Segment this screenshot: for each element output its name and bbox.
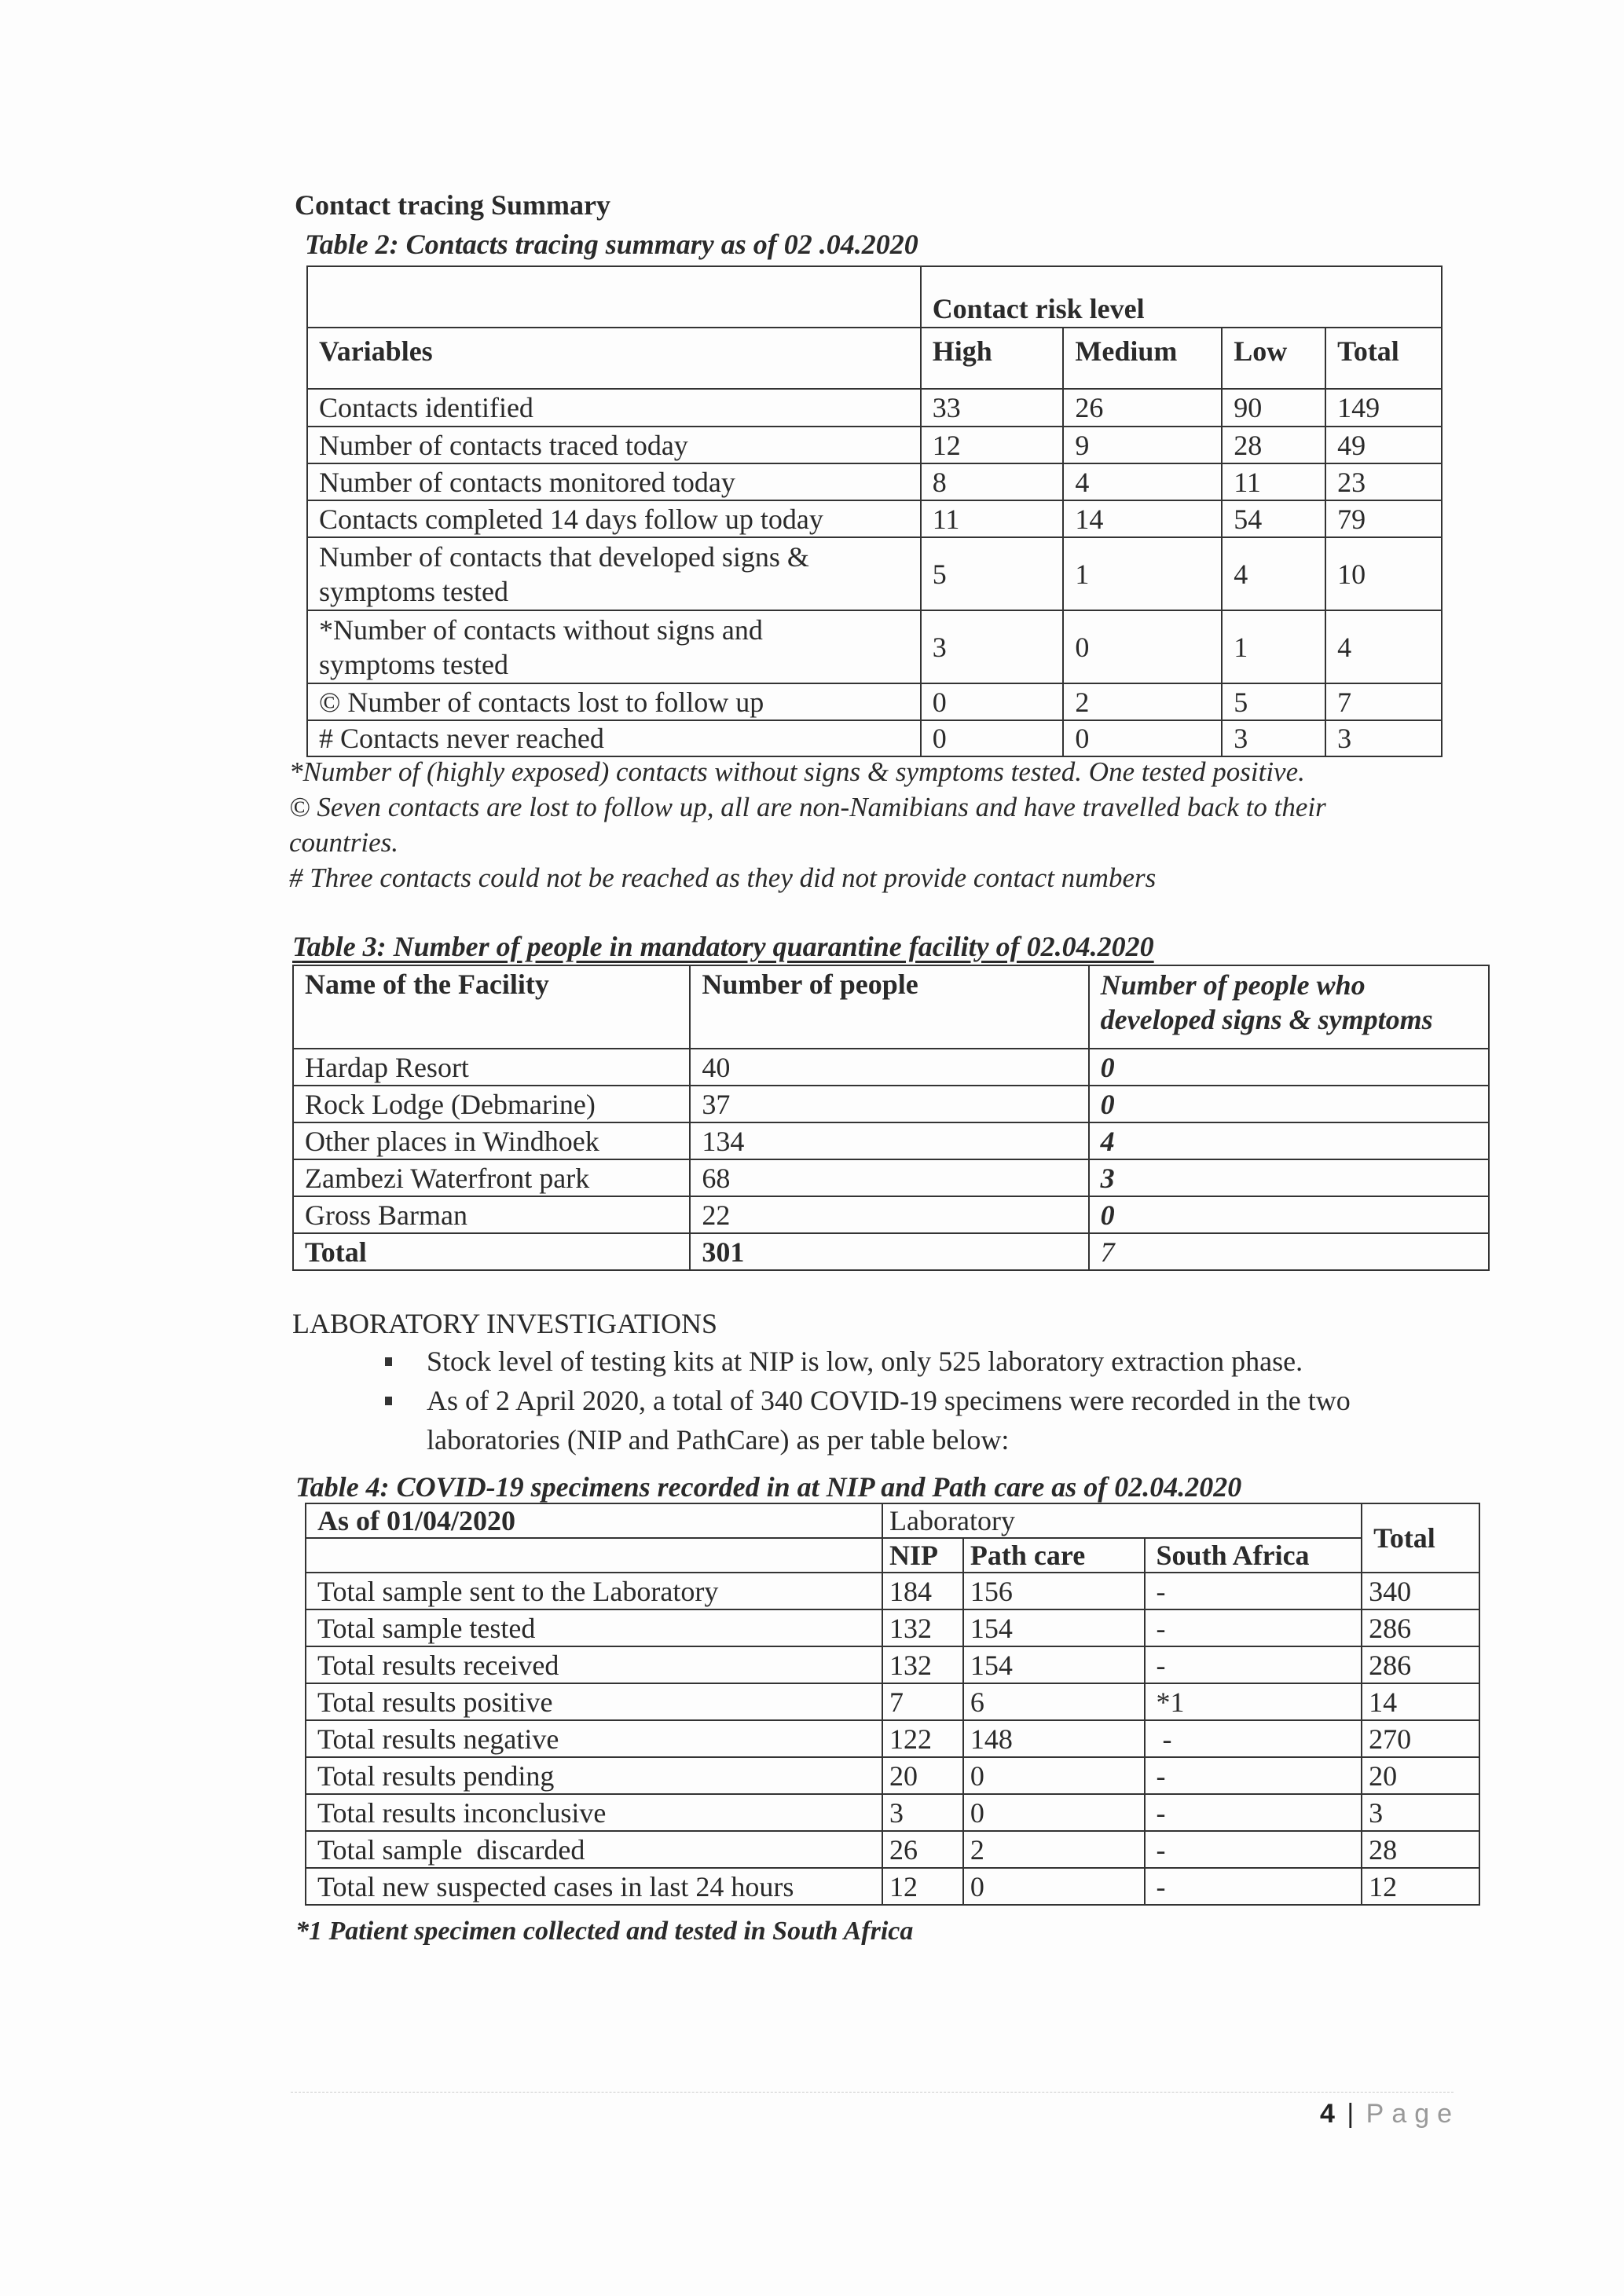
row-label: Total results negative [306, 1720, 882, 1757]
cell-pathcare: 148 [963, 1720, 1145, 1757]
cell-high: 12 [921, 427, 1064, 463]
table2-col-medium: Medium [1063, 328, 1222, 389]
cell-low: 1 [1222, 610, 1325, 683]
row-label: Total sample tested [306, 1609, 882, 1646]
table-row [306, 1757, 1479, 1794]
bullet-icon [385, 1397, 392, 1405]
cell-total: 149 [1325, 389, 1442, 427]
lab-bullet-list [369, 1342, 1485, 1459]
row-label: Number of contacts that developed signs & symptoms tested [307, 537, 921, 610]
section-heading-laboratory: LABORATORY INVESTIGATIONS [292, 1308, 718, 1339]
table4-empty-header [306, 1538, 882, 1573]
total-symptoms: 7 [1089, 1233, 1489, 1270]
cell-nip: 26 [882, 1831, 963, 1868]
cell-nip: 20 [882, 1757, 963, 1794]
table-row [307, 537, 1442, 610]
footnote-copyright: © Seven contacts are lost to follow up, all are non-Namibians and have travelled back to their countries. [289, 792, 1326, 858]
cell-nip: 132 [882, 1609, 963, 1646]
symptoms-count: 4 [1089, 1122, 1489, 1159]
symptoms-count: 0 [1089, 1196, 1489, 1233]
table2-row-header: Variables [307, 328, 921, 389]
table-row [307, 683, 1442, 720]
cell-south-africa: *1 [1145, 1683, 1362, 1720]
people-count: 134 [690, 1122, 1088, 1159]
table4-col-total: Total [1362, 1503, 1479, 1573]
cell-low: 54 [1222, 500, 1325, 537]
row-label: © Number of contacts lost to follow up [307, 683, 921, 720]
table4-corner-date: As of 01/04/2020 [306, 1503, 882, 1538]
people-count: 37 [690, 1086, 1088, 1122]
cell-total: 23 [1325, 463, 1442, 500]
cell-south-africa: - [1145, 1573, 1362, 1609]
cell-total: 79 [1325, 500, 1442, 537]
cell-medium: 2 [1063, 683, 1222, 720]
table-row [306, 1609, 1479, 1646]
symptoms-count: 3 [1089, 1159, 1489, 1196]
people-count: 40 [690, 1049, 1088, 1086]
facility-name: Zambezi Waterfront park [293, 1159, 690, 1196]
cell-south-africa: - [1145, 1609, 1362, 1646]
cell-nip: 122 [882, 1720, 963, 1757]
cell-low: 3 [1222, 720, 1325, 756]
cell-high: 33 [921, 389, 1064, 427]
table3-col-people: Number of people [690, 965, 1088, 1049]
symptoms-count: 0 [1089, 1049, 1489, 1086]
table-total-row [293, 1233, 1489, 1270]
page-footer [1320, 2099, 1460, 2129]
list-item [369, 1381, 1485, 1459]
table3-col-symptoms: Number of people who developed signs & symptoms [1089, 965, 1489, 1049]
specimens-table [305, 1503, 1480, 1906]
table3-caption: Table 3: Number of people in mandatory quarantine facility of 02.04.2020 [292, 931, 1154, 962]
table2-col-high: High [921, 328, 1064, 389]
cell-low: 28 [1222, 427, 1325, 463]
section-heading-contact-tracing: Contact tracing Summary [295, 189, 610, 221]
cell-high: 0 [921, 720, 1064, 756]
cell-high: 3 [921, 610, 1064, 683]
cell-south-africa: - [1145, 1831, 1362, 1868]
page-separator: | [1347, 2099, 1355, 2129]
table2-group-header: Contact risk level [921, 266, 1442, 328]
row-label: # Contacts never reached [307, 720, 921, 756]
cell-low: 4 [1222, 537, 1325, 610]
cell-total: 3 [1362, 1794, 1479, 1831]
cell-south-africa: - [1145, 1757, 1362, 1794]
cell-pathcare: 154 [963, 1609, 1145, 1646]
bullet-icon [385, 1357, 392, 1366]
cell-south-africa: - [1145, 1720, 1362, 1757]
table-row [307, 463, 1442, 500]
table-row [307, 389, 1442, 427]
cell-pathcare: 2 [963, 1831, 1145, 1868]
table4-col-nip: NIP [882, 1538, 963, 1573]
facility-name: Rock Lodge (Debmarine) [293, 1086, 690, 1122]
table4-caption: Table 4: COVID-19 specimens recorded in at NIP and Path care as of 02.04.2020 [295, 1471, 1242, 1503]
page-number: 4 [1320, 2099, 1335, 2129]
row-label: Contacts completed 14 days follow up today [307, 500, 921, 537]
cell-total: 28 [1362, 1831, 1479, 1868]
facility-name: Gross Barman [293, 1196, 690, 1233]
footnote-asterisk: *Number of (highly exposed) contacts without signs & symptoms tested. One tested positive. [289, 756, 1305, 787]
cell-total: 10 [1325, 537, 1442, 610]
row-label: Total results pending [306, 1757, 882, 1794]
table-row [307, 500, 1442, 537]
total-label: Total [293, 1233, 690, 1270]
table3-col-facility: Name of the Facility [293, 965, 690, 1049]
table-row [293, 1196, 1489, 1233]
table-row [293, 1122, 1489, 1159]
cell-nip: 7 [882, 1683, 963, 1720]
people-count: 68 [690, 1159, 1088, 1196]
table-row [293, 1159, 1489, 1196]
cell-high: 5 [921, 537, 1064, 610]
cell-total: 49 [1325, 427, 1442, 463]
table-row [307, 720, 1442, 756]
people-count: 22 [690, 1196, 1088, 1233]
table-row [307, 610, 1442, 683]
cell-total: 20 [1362, 1757, 1479, 1794]
table-row [306, 1831, 1479, 1868]
table-row [306, 1794, 1479, 1831]
total-people: 301 [690, 1233, 1088, 1270]
contact-tracing-table [306, 265, 1443, 757]
facility-name: Hardap Resort [293, 1049, 690, 1086]
cell-high: 0 [921, 683, 1064, 720]
cell-total: 12 [1362, 1868, 1479, 1905]
table2-caption: Table 2: Contacts tracing summary as of 02 .04.2020 [305, 229, 918, 260]
cell-total: 286 [1362, 1609, 1479, 1646]
table-row [306, 1646, 1479, 1683]
row-label: Total results received [306, 1646, 882, 1683]
cell-pathcare: 156 [963, 1573, 1145, 1609]
cell-south-africa: - [1145, 1868, 1362, 1905]
table4-footnote: *1 Patient specimen collected and tested in South Africa [295, 1917, 914, 1946]
symptoms-count: 0 [1089, 1086, 1489, 1122]
table-row [306, 1720, 1479, 1757]
cell-total: 3 [1325, 720, 1442, 756]
cell-medium: 0 [1063, 720, 1222, 756]
cell-high: 11 [921, 500, 1064, 537]
cell-medium: 26 [1063, 389, 1222, 427]
cell-total: 4 [1325, 610, 1442, 683]
row-label: Total results inconclusive [306, 1794, 882, 1831]
cell-medium: 14 [1063, 500, 1222, 537]
cell-low: 11 [1222, 463, 1325, 500]
cell-nip: 184 [882, 1573, 963, 1609]
cell-pathcare: 6 [963, 1683, 1145, 1720]
cell-nip: 132 [882, 1646, 963, 1683]
cell-total: 340 [1362, 1573, 1479, 1609]
table2-footnotes [289, 754, 1515, 895]
row-label: *Number of contacts without signs and symptoms tested [307, 610, 921, 683]
row-label: Contacts identified [307, 389, 921, 427]
row-label: Total sample discarded [306, 1831, 882, 1868]
table2-col-total: Total [1325, 328, 1442, 389]
table-row [306, 1683, 1479, 1720]
cell-low: 90 [1222, 389, 1325, 427]
table-row [307, 427, 1442, 463]
cell-south-africa: - [1145, 1794, 1362, 1831]
footer-divider [291, 2092, 1454, 2093]
cell-nip: 3 [882, 1794, 963, 1831]
table4-col-south-africa: South Africa [1145, 1538, 1362, 1573]
row-label: Total sample sent to the Laboratory [306, 1573, 882, 1609]
row-label: Total new suspected cases in last 24 hours [306, 1868, 882, 1905]
table-row [306, 1573, 1479, 1609]
cell-pathcare: 0 [963, 1757, 1145, 1794]
row-label: Number of contacts traced today [307, 427, 921, 463]
table-row [306, 1868, 1479, 1905]
quarantine-facility-table [292, 965, 1490, 1271]
cell-total: 7 [1325, 683, 1442, 720]
page-label: Page [1366, 2099, 1461, 2129]
bullet-text: As of 2 April 2020, a total of 340 COVID-19 specimens were recorded in the two laboratories (NIP and PathCare) as per table below: [427, 1385, 1351, 1456]
cell-nip: 12 [882, 1868, 963, 1905]
table2-col-low: Low [1222, 328, 1325, 389]
table-row [293, 1086, 1489, 1122]
cell-medium: 9 [1063, 427, 1222, 463]
list-item [369, 1342, 1485, 1381]
facility-name: Other places in Windhoek [293, 1122, 690, 1159]
cell-total: 270 [1362, 1720, 1479, 1757]
cell-medium: 1 [1063, 537, 1222, 610]
cell-high: 8 [921, 463, 1064, 500]
cell-total: 286 [1362, 1646, 1479, 1683]
cell-pathcare: 154 [963, 1646, 1145, 1683]
table4-col-pathcare: Path care [963, 1538, 1145, 1573]
table4-group-header: Laboratory [882, 1503, 1362, 1538]
bullet-text: Stock level of testing kits at NIP is low, only 525 laboratory extraction phase. [427, 1346, 1303, 1377]
cell-medium: 4 [1063, 463, 1222, 500]
row-label: Number of contacts monitored today [307, 463, 921, 500]
table-row [293, 1049, 1489, 1086]
cell-pathcare: 0 [963, 1794, 1145, 1831]
table2-corner-cell [307, 266, 921, 328]
cell-total: 14 [1362, 1683, 1479, 1720]
footnote-hash: # Three contacts could not be reached as they did not provide contact numbers [289, 862, 1157, 893]
cell-low: 5 [1222, 683, 1325, 720]
cell-south-africa: - [1145, 1646, 1362, 1683]
cell-pathcare: 0 [963, 1868, 1145, 1905]
row-label: Total results positive [306, 1683, 882, 1720]
cell-medium: 0 [1063, 610, 1222, 683]
